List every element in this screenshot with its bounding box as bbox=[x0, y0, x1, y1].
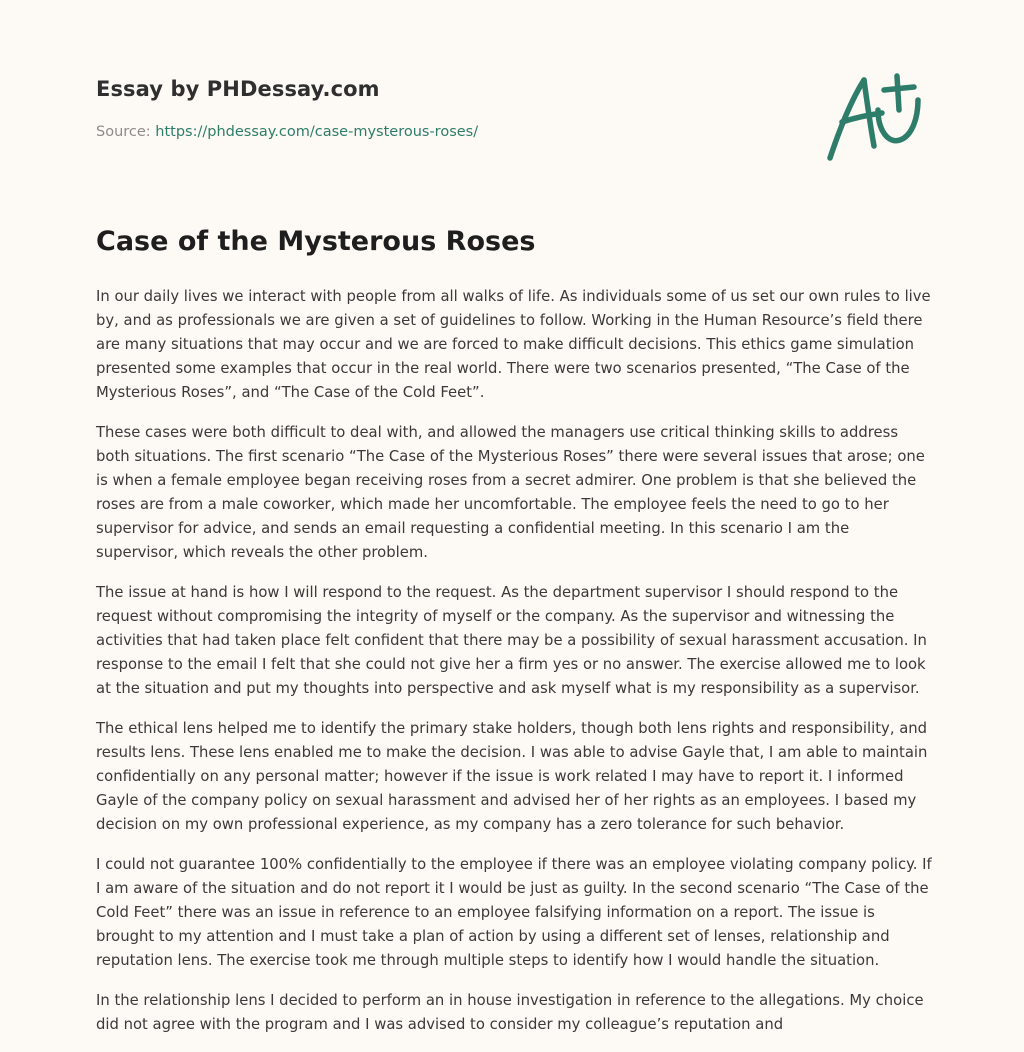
essay-paragraph: The issue at hand is how I will respond to the request. As the department supervisor I should respond to the request without compromising the integrity of myself or the company. As the supervisor and witnessing the activities that had taken place felt confident that there may be a possibility of sexual harassment accusation. In response to the email I felt that she could not give her a firm yes or no answer. The exercise allowed me to look at the situation and put my thoughts into perspective and ask myself what is my responsibility as a supervisor. bbox=[96, 584, 927, 697]
site-title: Essay by PHDessay.com bbox=[96, 77, 380, 101]
essay-paragraph: The ethical lens helped me to identify the primary stake holders, though both lens rights and responsibility, and results lens. These lens enabled me to make the decision. I was able to advise Gayle that, I am able to maintain confidentially on any personal matter; however if the issue is work related I may have to report it. I informed Gayle of the company policy on sexual harassment and advised her of her rights as an employees. I based my decision on my own professional experience, as my company has a zero tolerance for such behavior. bbox=[96, 720, 928, 833]
essay-paragraph: In the relationship lens I decided to perform an in house investigation in reference to the allegations. My choice did not agree with the program and I was advised to consider my colleague’s reputation and bbox=[96, 992, 924, 1033]
essay-body bbox=[96, 285, 932, 1052]
source-label: Source: bbox=[96, 124, 151, 140]
essay-paragraph: I could not guarantee 100% confidentially to the employee if there was an employee violating company policy. If I am aware of the situation and do not report it I would be just as guilty. In the second scenario “The Case of the Cold Feet” there was an issue in reference to an employee falsifying information on a report. The issue is brought to my attention and I must take a plan of action by using a different set of lenses, relationship and reputation lens. The exercise took me through multiple steps to identify how I would handle the situation. bbox=[96, 856, 932, 969]
essay-paragraph: In our daily lives we interact with people from all walks of life. As individuals some of us set our own rules to live by, and as professionals we are given a set of guidelines to follow. Working in the Human Resource’s field there are many situations that may occur and we are forced to make difficult decisions. This ethics game simulation presented some examples that occur in the real world. There were two scenarios presented, “The Case of the Mysterious Roses”, and “The Case of the Cold Feet”. bbox=[96, 288, 931, 401]
a-plus-grade-icon bbox=[824, 66, 928, 166]
essay-page bbox=[96, 0, 932, 1052]
source-link[interactable]: https://phdessay.com/case-mysterous-roses/ bbox=[155, 124, 479, 140]
essay-title: Case of the Mysterous Roses bbox=[96, 226, 536, 257]
essay-paragraph: These cases were both difficult to deal with, and allowed the managers use critical thinking skills to address both situations. The first scenario “The Case of the Mysterious Roses” there were several issues that arose; one is when a female employee began receiving roses from a secret admirer. One problem is that she believed the roses are from a male coworker, which made her uncomfortable. The employee feels the need to go to her supervisor for advice, and sends an email requesting a confidential meeting. In this scenario I am the supervisor, which reveals the other problem. bbox=[96, 424, 925, 561]
source-line bbox=[96, 124, 478, 140]
